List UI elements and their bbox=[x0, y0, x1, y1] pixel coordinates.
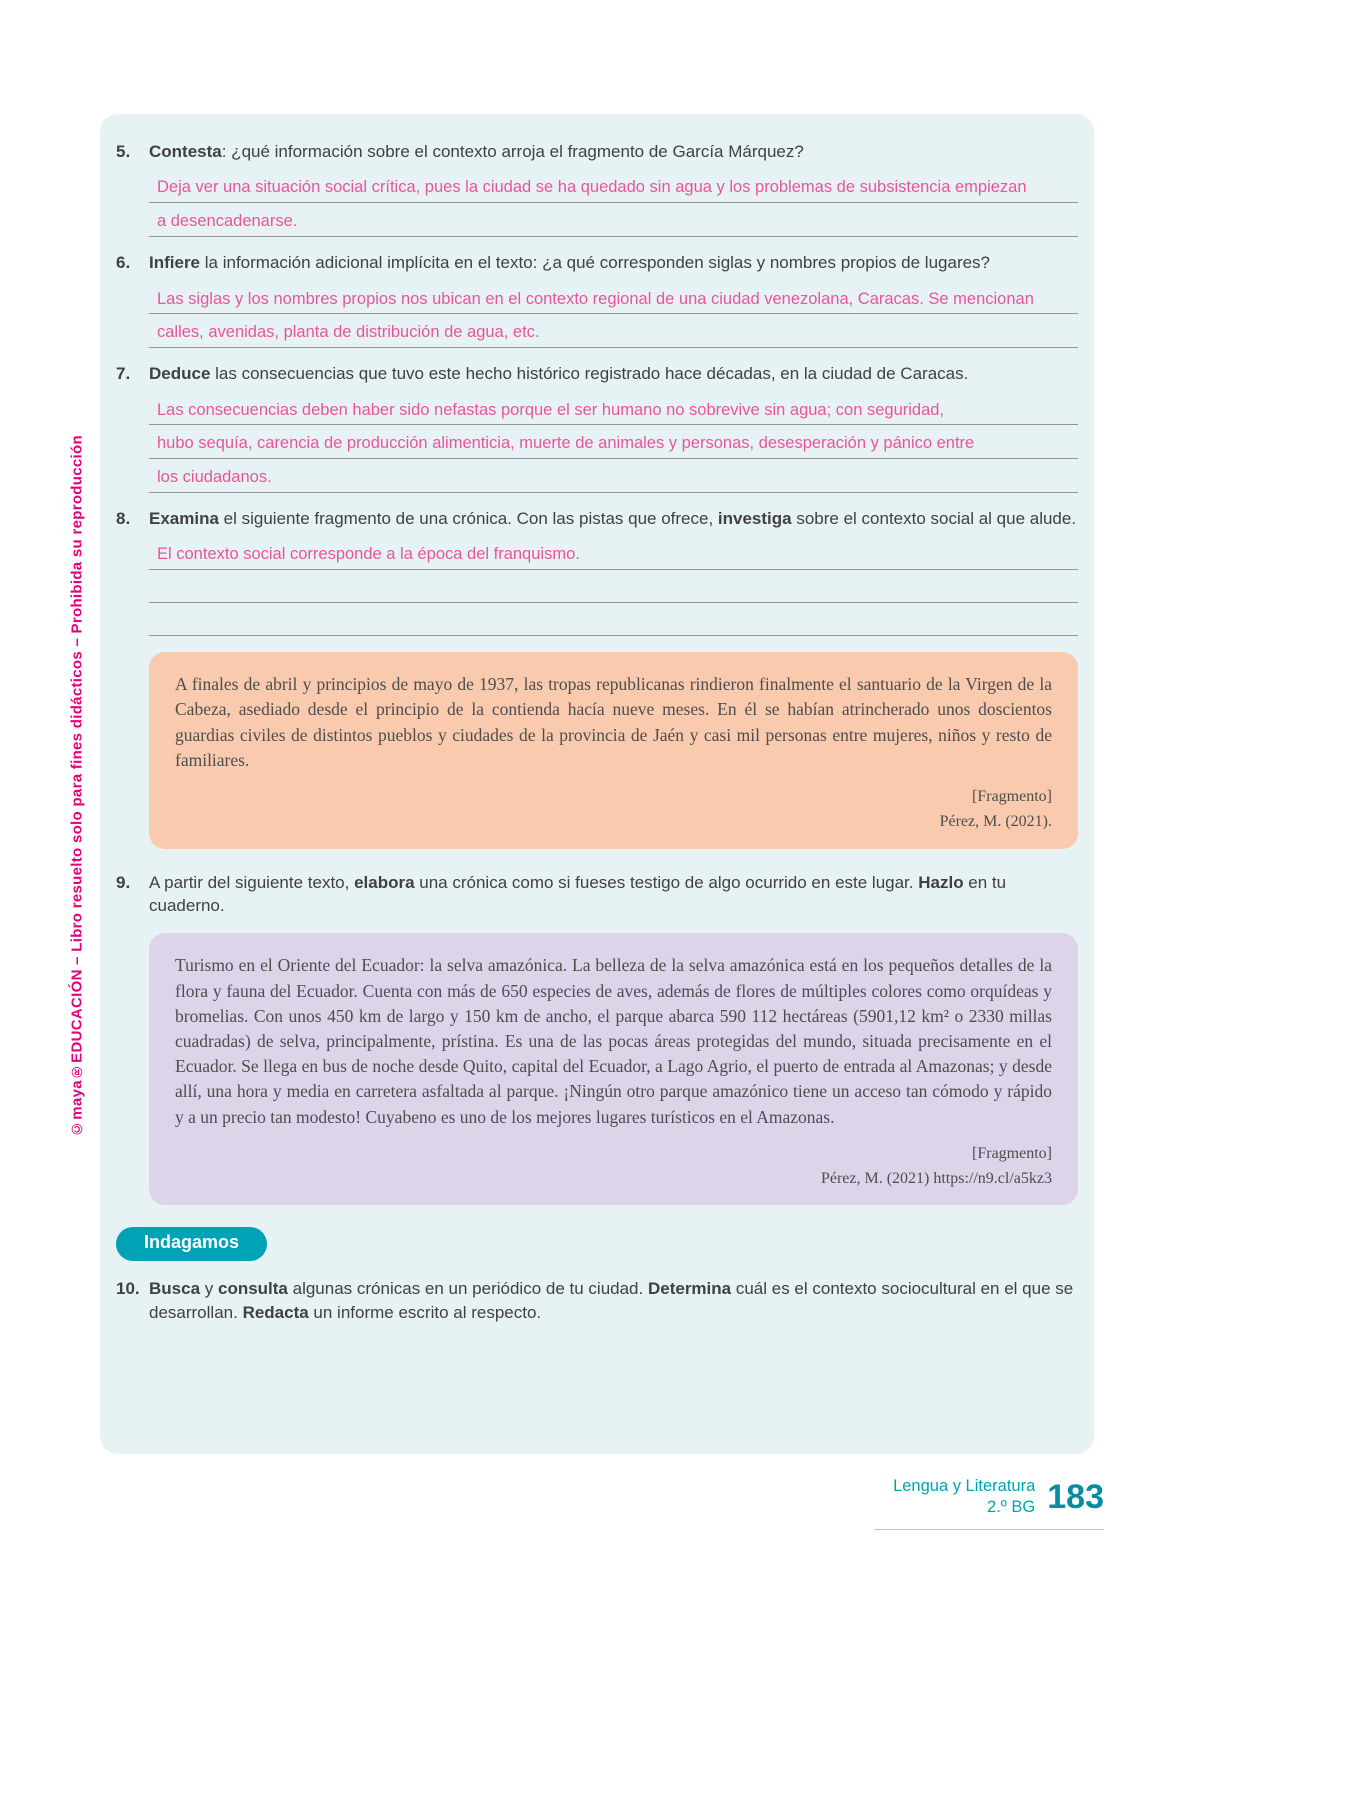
page-number: 183 bbox=[1047, 1478, 1104, 1517]
question-number: 5. bbox=[116, 142, 131, 161]
question-8 bbox=[116, 507, 1080, 530]
fragment-attribution bbox=[175, 785, 1052, 835]
answer-block-5 bbox=[149, 169, 1078, 237]
answer-line: El contexto social corresponde a la época del franquismo. bbox=[149, 536, 1078, 570]
answer-block-7 bbox=[149, 392, 1078, 493]
question-prompt: Examina el siguiente fragmento de una crónica. Con las pistas que ofrece, investiga sobre el contexto social al que alude. bbox=[149, 508, 1077, 528]
content-panel bbox=[100, 114, 1094, 1454]
fragment-label: [Fragmento] bbox=[972, 1144, 1052, 1162]
indagamos-badge: Indagamos bbox=[116, 1227, 267, 1261]
question-prompt: A partir del siguiente texto, elabora una crónica como si fueses testigo de algo ocurrido en este lugar. Hazlo en tu cuaderno. bbox=[149, 872, 1007, 915]
answer-line: Deja ver una situación social crítica, pues la ciudad se ha quedado sin agua y los problemas de subsistencia empiezan bbox=[149, 169, 1078, 203]
answer-block-8 bbox=[149, 536, 1078, 636]
question-10 bbox=[116, 1277, 1080, 1324]
question-prompt: Busca y consulta algunas crónicas en un periódico de tu ciudad. Determina cuál es el contexto sociocultural en el que se desarrollan. Redacta un informe escrito al respecto. bbox=[149, 1279, 1074, 1322]
sidebar-copyright: ©maya®EDUCACIÓN – Libro resuelto solo para fines didácticos – Prohibida su reproducción bbox=[68, 435, 86, 1137]
footer-subject: Lengua y Literatura bbox=[893, 1477, 1036, 1495]
fragment-text: A finales de abril y principios de mayo de 1937, las tropas republicanas rindieron finalmente el santuario de la Virgen de la Cabeza, asediado desde el principio de la contienda hacía nueve meses. En él se habían atrincherado unos doscientos guardias civiles de distintos pueblos y ciudades de la provincia de Jaén y casi mil personas entre mujeres, niños y resto de familiares. bbox=[175, 674, 1052, 770]
question-number: 8. bbox=[116, 508, 131, 528]
badge-row bbox=[116, 1227, 1080, 1261]
fragment-text: Turismo en el Oriente del Ecuador: la selva amazónica. La belleza de la selva amazónica está en los pequeños detalles de la flora y fauna del Ecuador. Cuenta con más de 650 especies de aves, además de flores de múltiples colores como orquídeas y bromelias. Con unos 450 km de largo y 150 km de ancho, el parque abarca 590 112 hectáreas (5901,12 km² o 2330 millas cuadradas) de selva, principalmente, prístina. Es una de las pocas áreas protegidas del mundo, situada precisamente en el Ecuador. Se llega en bus de noche desde Quito, capital del Ecuador, a Lago Agrio, el puerto de entrada al Amazonas; y desde allí, una hora y media en carretera asfaltada al parque. ¡Ningún otro parque amazónico tiene un acceso tan cómodo y rápido y a un precio tan modesto! Cuyabeno es uno de los mejores lugares turísticos en el Amazonas. bbox=[175, 955, 1052, 1127]
fragment-label: [Fragmento] bbox=[972, 787, 1052, 805]
question-5 bbox=[116, 140, 1080, 163]
fragment-attribution bbox=[175, 1142, 1052, 1192]
question-prompt: Infiere la información adicional implícita en el texto: ¿a qué corresponden siglas y nombres propios de lugares? bbox=[149, 253, 991, 273]
question-prompt: Deduce las consecuencias que tuvo este hecho histórico registrado hace décadas, en la ciudad de Caracas. bbox=[149, 364, 969, 384]
answer-block-6 bbox=[149, 281, 1078, 349]
question-number: 7. bbox=[116, 364, 131, 384]
footer-grade: 2.º BG bbox=[987, 1498, 1036, 1517]
answer-line: a desencadenarse. bbox=[149, 203, 1078, 237]
answer-line-empty bbox=[149, 570, 1078, 603]
question-prompt: Contesta: ¿qué información sobre el contexto arroja el fragmento de García Márquez? bbox=[149, 142, 804, 161]
question-9 bbox=[116, 871, 1080, 918]
fragment-box-tourism bbox=[149, 933, 1078, 1205]
fragment-source: Pérez, M. (2021) https://n9.cl/a5kz3 bbox=[820, 1169, 1052, 1187]
question-number: 9. bbox=[116, 872, 131, 892]
question-7 bbox=[116, 362, 1080, 385]
fragment-box-historical bbox=[149, 652, 1078, 848]
answer-line: Las consecuencias deben haber sido nefastas porque el ser humano no sobrevive sin agua; con seguridad, bbox=[149, 392, 1078, 426]
footer-meta bbox=[893, 1476, 1035, 1519]
answer-line: Las siglas y los nombres propios nos ubican en el contexto regional de una ciudad venezolana, Caracas. Se mencionan bbox=[149, 281, 1078, 315]
question-number: 6. bbox=[116, 253, 131, 273]
answer-line: hubo sequía, carencia de producción alimenticia, muerte de animales y personas, desesperación y pánico entre bbox=[149, 425, 1078, 459]
answer-line: los ciudadanos. bbox=[149, 459, 1078, 493]
question-6 bbox=[116, 251, 1080, 274]
question-number: 10. bbox=[116, 1279, 140, 1299]
page-footer bbox=[874, 1476, 1104, 1530]
fragment-source: Pérez, M. (2021). bbox=[939, 812, 1052, 830]
answer-line: calles, avenidas, planta de distribución de agua, etc. bbox=[149, 314, 1078, 348]
answer-line-empty bbox=[149, 603, 1078, 636]
